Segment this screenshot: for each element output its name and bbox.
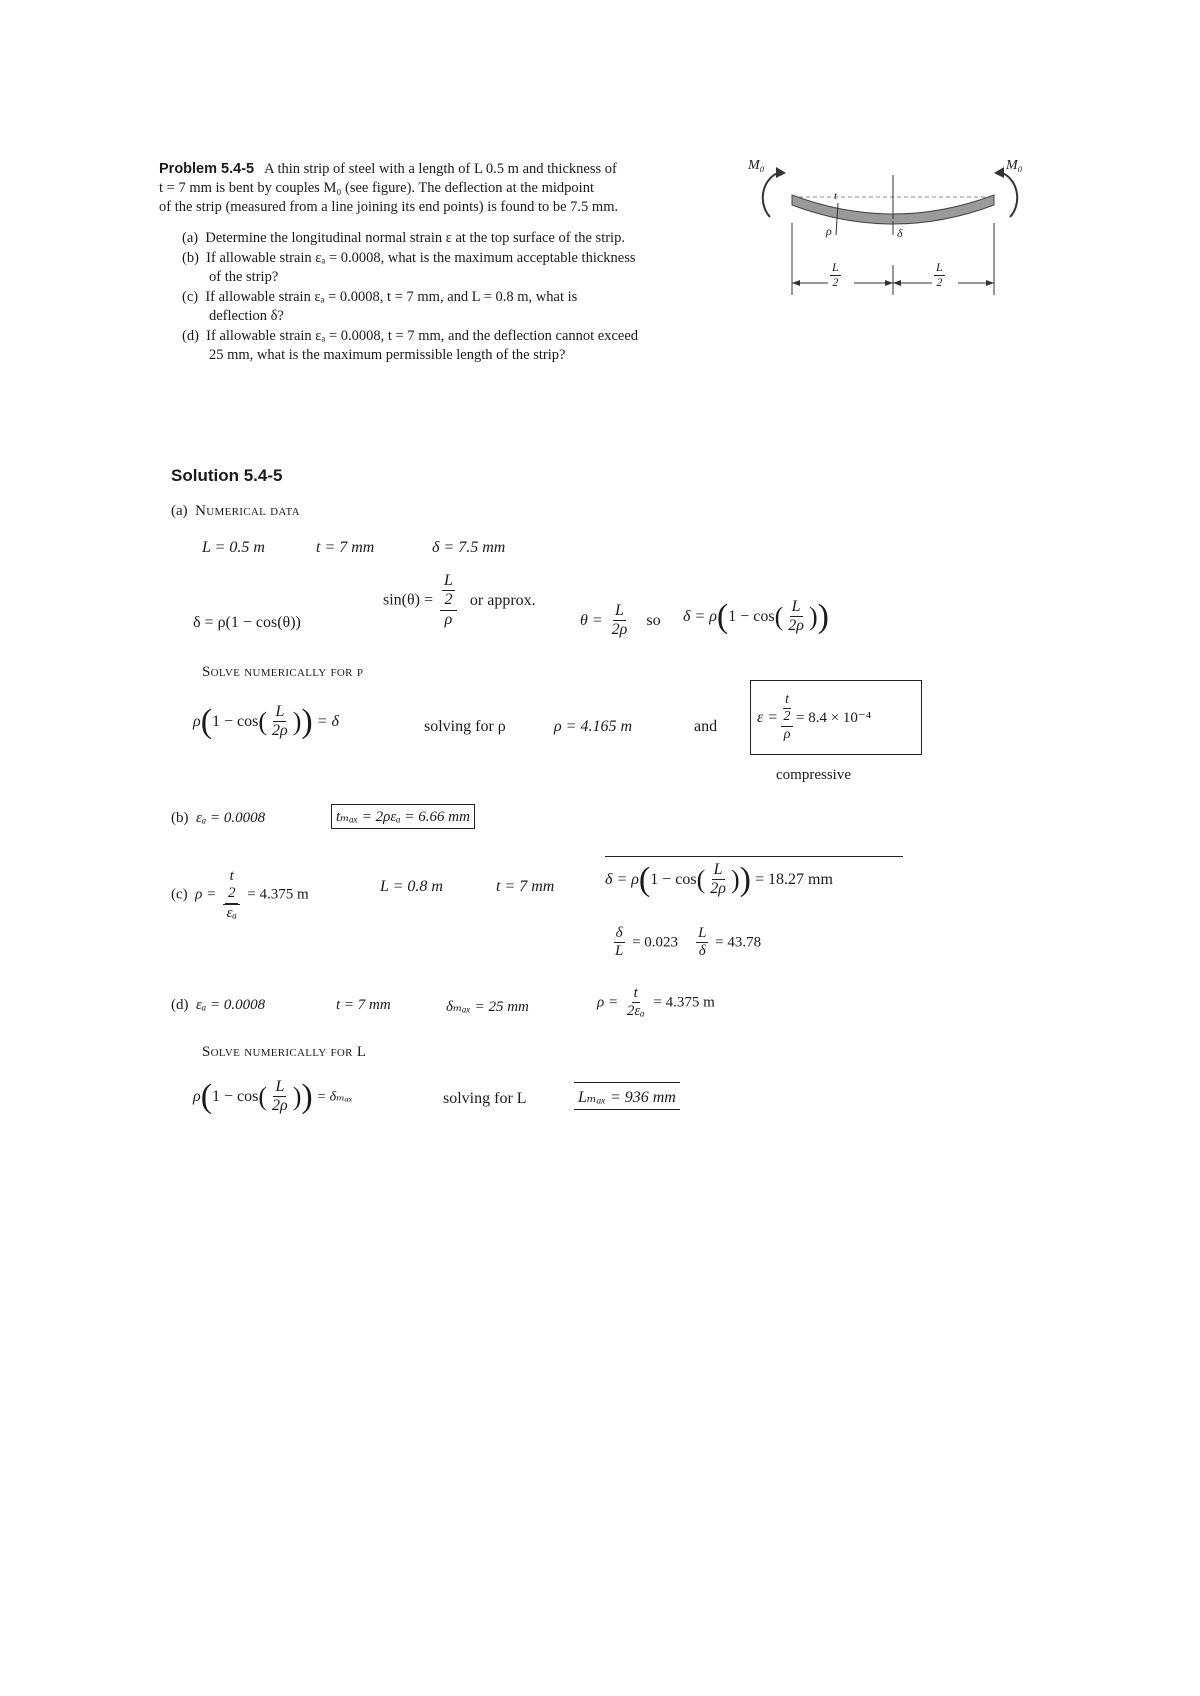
- problem-line-1: A thin strip of steel with a length of L 0.5 m and thickness of: [264, 161, 617, 177]
- strain-result-box: ε = t 2 ρ = 8.4 × 10⁻⁴: [750, 680, 922, 755]
- delta-label: δ: [897, 226, 903, 240]
- eq-theta-approx: θ = $\frac{L}{2\rho}$ so: [580, 602, 661, 639]
- part-c-deflection-result: δ = ρ(1 − cos( $\frac{L}{2\rho}$ )) = 18.27 mm: [605, 856, 903, 899]
- part-d-t: t = 7 mm: [336, 997, 391, 1013]
- solution-title: Solution 5.4-5: [171, 466, 283, 485]
- part-d-dmax: δₘₐₓ = 25 mm: [446, 999, 529, 1015]
- part-c-L: L = 0.8 m: [380, 878, 443, 895]
- and-label: and: [694, 718, 718, 735]
- m0-left-label: M₀: [748, 158, 765, 173]
- problem-item-d-cont: 25 mm, what is the maximum permissible length of the strip?: [209, 347, 566, 363]
- right-couple-arrow: [1002, 173, 1017, 217]
- rho-result: ρ = 4.165 m: [554, 718, 633, 735]
- item-text: If allowable strain εₐ = 0.0008, t = 7 mm, and the deflection cannot exceed: [206, 328, 639, 344]
- problem-line-3: of the strip (measured from a line joining its end points) is found to be 7.5 mm.: [159, 199, 619, 215]
- part-a-heading: (a) Numerical data: [171, 503, 300, 519]
- problem-statement: [159, 161, 617, 178]
- part-d-eps: (d) εₐ = 0.0008: [171, 997, 266, 1013]
- given-L: L = 0.5 m: [202, 539, 265, 556]
- part-c-rho: (c) ρ = t 2 εₐ = 4.375 m: [171, 868, 309, 921]
- solving-for-rho: solving for ρ: [424, 718, 506, 735]
- rho-label: ρ: [826, 224, 832, 238]
- eq-sin-theta: sin(θ) = L 2 ρ or approx.: [383, 572, 536, 628]
- solve-L-heading: Solve numerically for L: [202, 1044, 367, 1060]
- m0-right-label: M₀: [1006, 158, 1023, 173]
- problem-item-c-cont: deflection δ?: [209, 308, 284, 324]
- problem-item-b: [182, 250, 636, 267]
- half-length-left: $\frac{L}{2}$: [832, 260, 839, 289]
- problem-label: Problem 5.4-5: [159, 161, 255, 177]
- item-text: If allowable strain εₐ = 0.0008, t = 7 mm, and L = 0.8 m, what is: [205, 289, 578, 305]
- item-tag: (a): [182, 230, 199, 246]
- eq-solve-rho: ρ(1 − cos( $\frac{L}{2\rho}$ )) = δ: [193, 702, 339, 740]
- problem-item-a: [182, 230, 625, 247]
- problem-item-c: [182, 289, 577, 306]
- part-c-t: t = 7 mm: [496, 878, 555, 895]
- part-d-rho: ρ = $\frac{t}{\text{2εₐ}}$ = 4.375 m: [597, 985, 715, 1020]
- left-couple-arrowhead: [776, 167, 786, 178]
- half-length-right: $\frac{L}{2}$: [936, 260, 943, 289]
- compressive-label: compressive: [776, 767, 851, 783]
- problem-item-b-cont: of the strip?: [209, 269, 279, 285]
- item-tag: (c): [182, 289, 199, 305]
- part-b-given: (b) εₐ = 0.0008: [171, 810, 266, 826]
- given-delta: δ = 7.5 mm: [432, 539, 506, 556]
- eq-deflection: δ = ρ(1 − cos(θ)): [193, 614, 301, 631]
- left-couple-arrow: [763, 173, 778, 217]
- part-c-ratios: $\frac{\delta}{L}$ = 0.023 $\frac{L}{\delta}$ = 43.78: [615, 925, 762, 960]
- item-tag: (b): [182, 250, 199, 266]
- solve-rho-heading: Solve numerically for ρ: [202, 664, 364, 680]
- right-couple-arrowhead: [994, 167, 1004, 178]
- solving-for-L: solving for L: [443, 1090, 527, 1107]
- L-max-result: Lₘₐₓ = 936 mm: [574, 1082, 680, 1110]
- item-text: Determine the longitudinal normal strain ε at the top surface of the strip.: [205, 230, 625, 246]
- bent-strip-figure: [740, 155, 1040, 305]
- item-tag: (d): [182, 328, 199, 344]
- part-b-result: tₘₐₓ = 2ρεₐ = 6.66 mm: [331, 804, 475, 829]
- thickness-label: t: [834, 190, 838, 202]
- problem-line-2: t = 7 mm is bent by couples M₀ (see figure). The deflection at the midpoint: [159, 180, 594, 196]
- eq-deflection-expanded: δ = ρ(1 − cos( $\frac{L}{2\rho}$ )): [683, 597, 829, 635]
- given-t: t = 7 mm: [316, 539, 375, 556]
- eq-solve-L: ρ(1 − cos( $\frac{L}{2\rho}$ )) = δₘₐₓ: [193, 1077, 353, 1115]
- problem-item-d: [182, 328, 638, 345]
- item-text: If allowable strain εₐ = 0.0008, what is the maximum acceptable thickness: [206, 250, 636, 266]
